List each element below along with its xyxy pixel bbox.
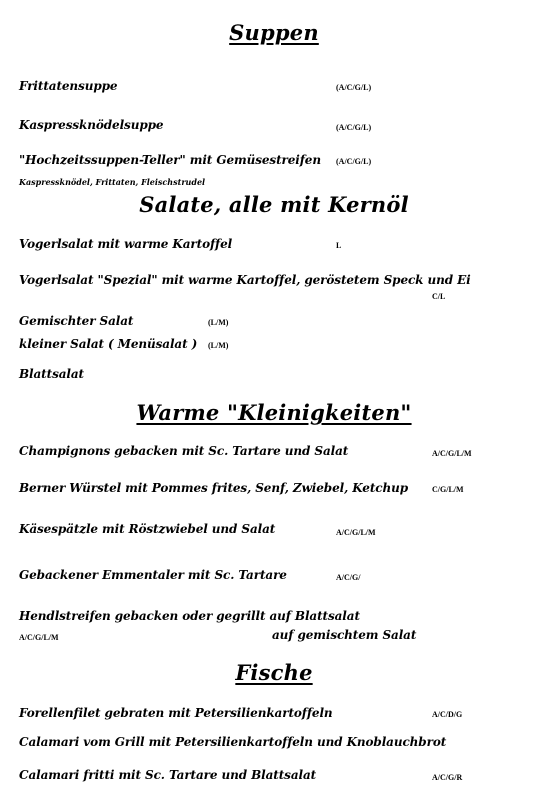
menu-item-name: Gemischter Salat: [19, 314, 134, 328]
allergen-code: A/C/G/L/M: [432, 449, 472, 458]
section-title-fische: Fische: [235, 660, 313, 685]
allergen-code: L: [336, 241, 342, 250]
menu-item-name: Vogerlsalat mit warme Kartoffel: [19, 237, 233, 251]
section-title-warme-kleinigkeiten: Warme "Kleinigkeiten": [136, 400, 412, 425]
allergen-code: A/C/G/L/M: [336, 528, 376, 537]
menu-item-name: Käsespätzle mit Röstzwiebel und Salat: [19, 522, 276, 536]
menu-item-alternative: auf gemischtem Salat: [272, 628, 417, 642]
allergen-code: A/C/D/G: [432, 710, 463, 719]
allergen-code: (L/M): [208, 341, 229, 350]
menu-item-name: "Hochzeitssuppen-Teller" mit Gemüsestreifen: [19, 153, 321, 167]
menu-item-name: Vogerlsalat "Spezial" mit warme Kartoffel, geröstetem Speck und Ei: [19, 273, 471, 287]
section-title-salate: Salate, alle mit Kernöl: [139, 192, 409, 217]
allergen-code: A/C/G/R: [432, 773, 463, 782]
menu-item-name: kleiner Salat ( Menüsalat ): [19, 337, 198, 351]
allergen-code: C/L: [432, 292, 446, 301]
menu-item-name: Blattsalat: [19, 367, 84, 381]
menu-item-name: Gebackener Emmentaler mit Sc. Tartare: [19, 568, 287, 582]
allergen-code: (A/C/G/L): [336, 157, 372, 166]
allergen-code: A/C/G/L/M: [19, 633, 59, 642]
menu-item-name: Forellenfilet gebraten mit Petersilienkartoffeln: [19, 706, 333, 720]
allergen-code: (A/C/G/L): [336, 83, 372, 92]
allergen-code: (L/M): [208, 318, 229, 327]
menu-item-name: Calamari vom Grill mit Petersilienkartoffeln und Knoblauchbrot: [19, 735, 447, 749]
allergen-code: (A/C/G/L): [336, 123, 372, 132]
menu-item-name: Calamari fritti mit Sc. Tartare und Blattsalat: [19, 768, 317, 782]
menu-item-name: Frittatensuppe: [19, 79, 118, 93]
allergen-code: C/G/L/M: [432, 485, 464, 494]
menu-item-name: Berner Würstel mit Pommes frites, Senf, Zwiebel, Ketchup: [19, 481, 409, 495]
menu-item-description: Kaspressknödel, Frittaten, Fleischstrudel: [19, 177, 206, 187]
allergen-code: A/C/G/: [336, 573, 361, 582]
menu-item-name: Kaspressknödelsuppe: [19, 118, 164, 132]
menu-item-name: Hendlstreifen gebacken oder gegrillt auf Blattsalat: [19, 609, 360, 623]
section-title-suppen: Suppen: [229, 20, 319, 45]
menu-item-name: Champignons gebacken mit Sc. Tartare und Salat: [19, 444, 349, 458]
